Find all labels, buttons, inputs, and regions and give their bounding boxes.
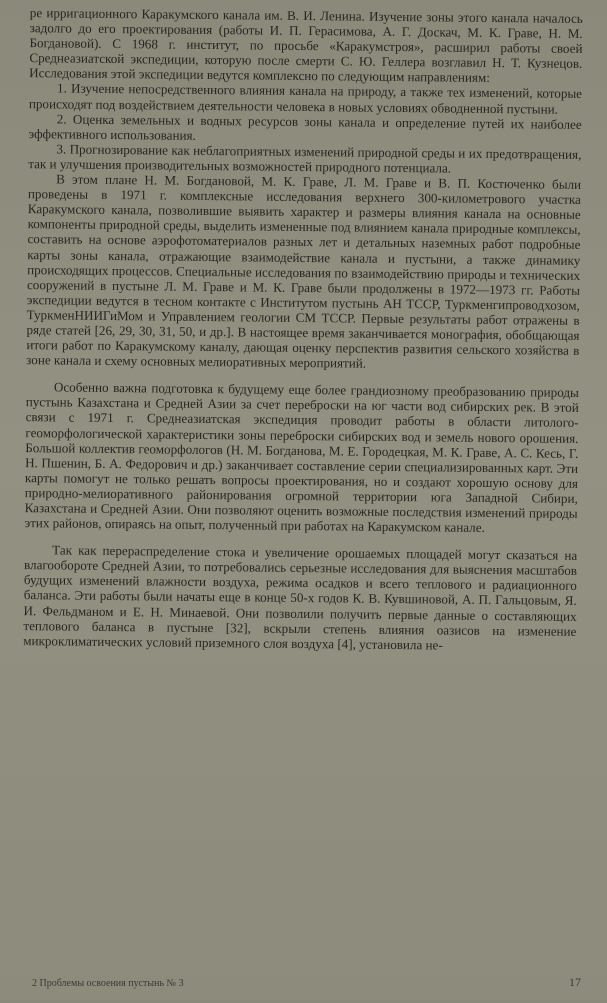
footer-signature: 2 Проблемы освоения пустынь № 3 xyxy=(32,978,184,989)
paragraph-research-1971: В этом плане Н. М. Богдановой, М. К. Граве, Л. М. Граве и В. П. Костюченко были проведены в 1971 г. комплексные исследования верхнего 300-километрового участка Каракумского канала, позволившие выявить характер и размеры влияния канала на основные компоненты природной среды, выделить измененные под влиянием канала природные комплексы, составить на основе аэрофотоматериалов разных лет и детальных наземных работ подробные карты зоны канала, отражающие взаимодействие канала и пустыни, а также динамику происходящих процессов. Специальные исследования по взаимодействию природы и технических сооружений в пустыне Л. М. Граве и М. К. Граве были продолжены в 1972—1973 гг. Работы экспедиции ведутся в тесном контакте с Институтом пустынь АН ТССР, Туркменгипроводхозом, ТуркменНИИГиМом и Управлением геологии СМ ТССР. Первые результаты работ отражены в ряде статей [26, 29, 30, 31, 50, и др.]. В настоящее время заканчивается монография, обобщающая итоги работ по Каракумскому каналу, дающая оценку перспектив развития сельского хозяйства в зоне канала и схему основных мелиоративных мероприятий. xyxy=(26,171,582,371)
page-footer xyxy=(32,975,581,990)
paragraph-direction-1: 1. Изучение непосредственного влияния канала на природу, а также тех изменений, которые происходят под воздействием деятельности человека в новых условиях обводненной пустыни. xyxy=(28,80,583,117)
paragraph-direction-2: 2. Оценка земельных и водных ресурсов зоны канала и определение путей их наиболее эффективного использования. xyxy=(28,111,582,143)
page-number: 17 xyxy=(569,975,581,989)
paragraph-direction-3: 3. Прогнозирование как неблагоприятных изменений природной среды и их предотвращения, так и улучшения производительных возможностей природного потенциала. xyxy=(28,141,582,176)
paragraph-siberian-rivers: Особенно важна подготовка к будущему еще более грандиозному преобразованию природы пустынь Казахстана и Средней Азии за счет переброски на юг части вод сибирских рек. В этой связи с 1971 г. Среднеазиатская экспедиция проводит работы в области литолого-геоморфологической характеристики зоны переброски сибирских вод и земель нового орошения. Большой коллектив геоморфологов (Н. М. Богданова, М. Е. Городецкая, М. К. Граве, А. С. Кесь, Г. Н. Пшенин, Б. А. Федорович и др.) заканчивает составление серии специализированных карт. Эти карты помогут не только решать вопросы проектирования, но и создают хорошую основу для природно-мелиоративного районирования огромной территории юга Западной Сибири, Казахстана и Средней Азии. Они позволяют оценить возможные последствия изменений природы этих районов, опираясь на опыт, полученный при работах на Каракумском канале. xyxy=(24,379,579,536)
paragraph-moisture-balance: Так как перераспределение стока и увеличение орошаемых площадей могут сказаться на влагообороте Средней Азии, то потребовались серьезные исследования для выяснения масштабов будущих изменений влажности воздуха, режима осадков и всего теплового и радиационного баланса. Эти работы были начаты еще в конце 50-х годов К. В. Кувшиновой, А. П. Гальцовым, Я. И. Фельдманом и Е. Н. Минаевой. Они позволили получить первые данные о составляющих теплового баланса в пустыне [32], вскрыли степень влияния оазисов на изменение микроклиматических условий приземного слоя воздуха [4], установила не- xyxy=(23,542,578,653)
paragraph-intro: ре ирригационного Каракумского канала им. В. И. Ленина. Изучение зоны этого канала началось задолго до его проектирования (работы И. П. Герасимова, А. Г. Доскач, М. К. Граве, Н. М. Богдановой). С 1968 г. институт, по просьбе «Каракумстроя», расширил работы своей Среднеазиатской экспедиции, которую после смерти С. Ю. Геллера возглавил Н. Т. Кузнецов. Исследования этой экспедиции ведутся комплексно по следующим направлениям: xyxy=(29,5,583,86)
